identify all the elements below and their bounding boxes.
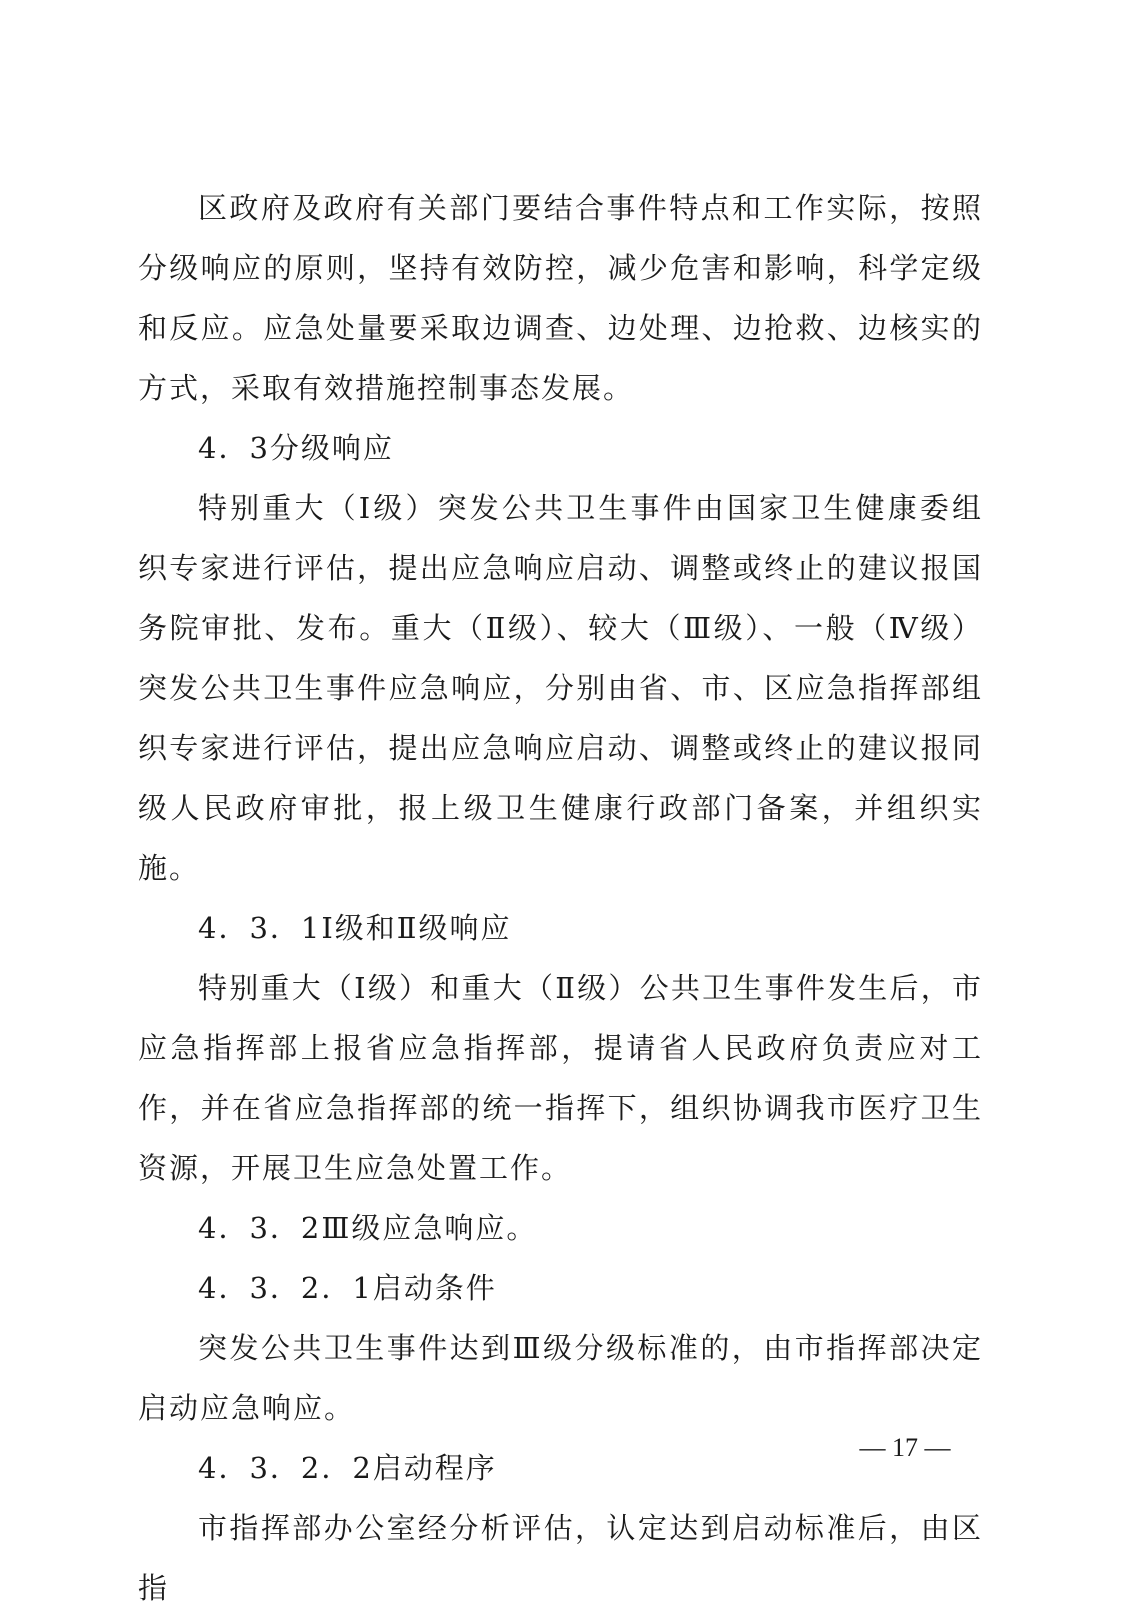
paragraph-graded-response: 特别重大（Ⅰ级）突发公共卫生事件由国家卫生健康委组织专家进行评估，提出应急响应启动、调整或终止的建议报国务院审批、发布。重大（Ⅱ级）、较大（Ⅲ级）、一般（Ⅳ级）突发公共卫生事件应急响应，分别由省、市、区应急指挥部组织专家进行评估，提出应急响应启动、调整或终止的建议报同级人民政府审批，报上级卫生健康行政部门备案，并组织实施。 (138, 491, 983, 885)
paragraph-start-procedure: 市指挥部办公室经分析评估，认定达到启动标准后，由区指 (138, 1511, 983, 1605)
section-heading-4-3: 4．3分级响应 (198, 431, 394, 465)
section-heading-4-3-1: 4．3．1Ⅰ级和Ⅱ级响应 (198, 911, 512, 945)
paragraph-level-1-2-response: 特别重大（Ⅰ级）和重大（Ⅱ级）公共卫生事件发生后，市应急指挥部上报省应急指挥部，提请省人民政府负责应对工作，并在省应急指挥部的统一指挥下，组织协调我市医疗卫生资源，开展卫生应急处置工作。 (138, 971, 983, 1185)
section-heading-4-3-2: 4．3．2Ⅲ级应急响应。 (198, 1211, 538, 1245)
section-heading-4-3-2-2: 4．3．2．2启动程序 (198, 1451, 497, 1485)
document-body (138, 178, 983, 1618)
section-heading-4-3-2-1: 4．3．2．1启动条件 (198, 1271, 497, 1305)
paragraph-response-principles: 区政府及政府有关部门要结合事件特点和工作实际，按照分级响应的原则，坚持有效防控，减少危害和影响，科学定级和反应。应急处量要采取边调查、边处理、边抢救、边核实的方式，采取有效措施控制事态发展。 (138, 191, 983, 405)
page-number: — 17 — (859, 1433, 951, 1462)
paragraph-start-conditions: 突发公共卫生事件达到Ⅲ级分级标准的，由市指挥部决定启动应急响应。 (138, 1331, 983, 1425)
